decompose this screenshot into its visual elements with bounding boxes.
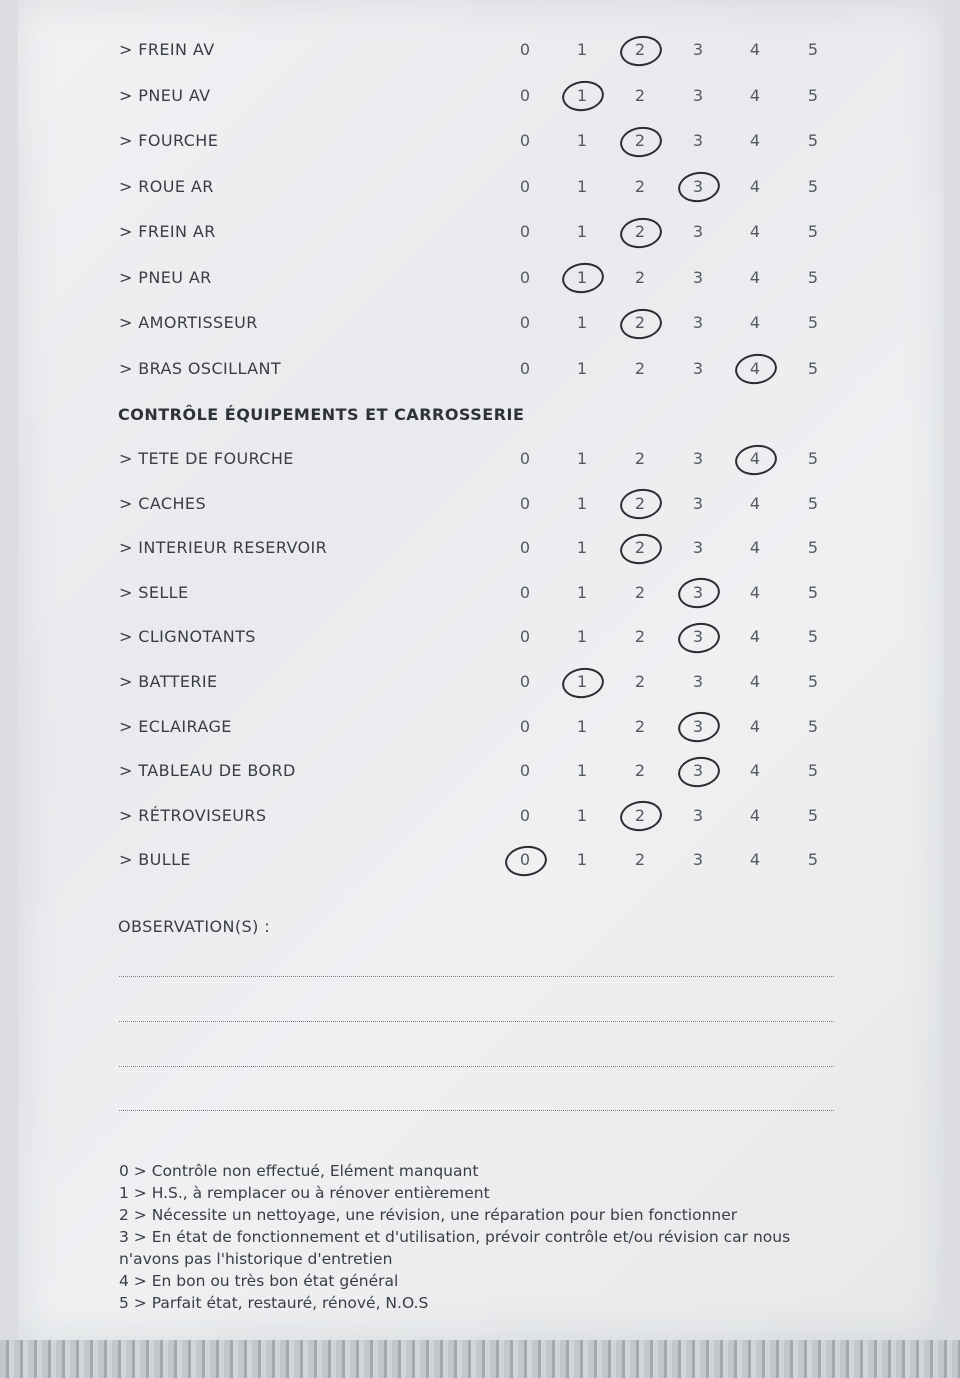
score-option-selected[interactable]: 4 [735,359,775,378]
score-option[interactable]: 2 [634,85,646,105]
score-option[interactable]: 4 [749,85,761,105]
rating-row [18,627,944,657]
rating-row [18,222,944,252]
score-option[interactable]: 5 [807,358,819,378]
score-option[interactable]: 0 [519,358,531,378]
score-option[interactable]: 0 [519,267,531,287]
score-option[interactable]: 0 [519,449,531,468]
score-option-selected[interactable]: 3 [678,717,718,736]
score-option-selected[interactable]: 2 [620,40,660,59]
row-label: > AMORTISSEUR [119,313,258,332]
score-option[interactable]: 3 [692,805,704,825]
score-option[interactable]: 2 [634,449,646,468]
score-option[interactable]: 4 [749,267,761,287]
rating-row [18,717,944,747]
score-option-selected[interactable]: 3 [678,583,718,602]
rating-row [18,449,944,479]
score-option-selected[interactable]: 1 [562,86,602,105]
score-option[interactable]: 4 [749,538,761,558]
score-option[interactable]: 3 [692,358,704,378]
score-option[interactable]: 0 [519,40,531,59]
score-option[interactable]: 0 [519,805,531,825]
rating-row [18,86,944,116]
score-option[interactable]: 0 [519,131,531,150]
score-option[interactable]: 3 [692,85,704,105]
score-option[interactable]: 4 [749,850,761,870]
rating-row [18,268,944,298]
legend-item: 1 > H.S., à remplacer ou à rénover entièrement [119,1184,490,1202]
section-title: CONTRÔLE ÉQUIPEMENTS ET CARROSSERIE [118,405,525,424]
score-option[interactable]: 1 [576,716,588,736]
score-option[interactable]: 5 [807,449,819,468]
score-option[interactable]: 0 [519,176,531,196]
rating-legend [119,1160,839,1314]
score-option[interactable]: 5 [807,176,819,196]
score-option[interactable]: 1 [576,40,588,59]
score-option[interactable]: 5 [807,538,819,558]
score-option[interactable]: 5 [807,493,819,513]
observations-label: OBSERVATION(S) : [118,917,270,936]
score-option[interactable]: 3 [692,222,704,241]
row-label: > ECLAIRAGE [119,716,232,736]
row-label: > TABLEAU DE BORD [119,761,296,781]
rating-row [18,177,944,207]
row-label: > PNEU AV [119,85,211,105]
score-option[interactable]: 1 [576,805,588,825]
score-option-selected[interactable]: 3 [678,627,718,646]
score-option[interactable]: 1 [576,358,588,378]
row-label: > FREIN AV [119,40,215,59]
score-option[interactable]: 3 [692,267,704,287]
legend-item: 2 > Nécessite un nettoyage, une révision, une réparation pour bien fonctionner [119,1206,738,1224]
score-option[interactable]: 0 [519,85,531,105]
score-option[interactable]: 2 [634,672,646,691]
score-option[interactable]: 5 [807,627,819,647]
score-option[interactable]: 4 [749,313,761,332]
score-option[interactable]: 0 [519,222,531,241]
score-option[interactable]: 4 [749,582,761,602]
row-label: > PNEU AR [119,267,212,287]
score-option[interactable]: 5 [807,805,819,825]
rating-row [18,672,944,702]
score-option[interactable]: 0 [519,582,531,602]
score-option[interactable]: 4 [749,222,761,241]
legend-item: 0 > Contrôle non effectué, Elément manquant [119,1162,479,1180]
score-option[interactable]: 1 [576,582,588,602]
score-option-selected[interactable]: 2 [620,131,660,150]
score-option-selected[interactable]: 3 [678,177,718,196]
score-option[interactable]: 4 [749,627,761,647]
legend-item: 4 > En bon ou très bon état général [119,1272,399,1290]
row-label: > INTERIEUR RESERVOIR [119,538,328,558]
score-option[interactable]: 3 [692,313,704,332]
legend-item: 5 > Parfait état, restauré, rénové, N.O.S [119,1294,429,1312]
score-option[interactable]: 2 [634,582,646,602]
score-option[interactable]: 2 [634,627,646,647]
score-option[interactable]: 5 [807,672,819,691]
score-option-selected[interactable]: 2 [620,222,660,241]
row-label: > ROUE AR [119,176,214,196]
rating-row [18,131,944,161]
score-option[interactable]: 3 [692,538,704,558]
inspection-sheet [18,0,944,1340]
binder-strip [0,1340,960,1378]
score-option[interactable]: 2 [634,761,646,781]
score-option[interactable]: 4 [749,176,761,196]
row-label: > RÉTROVISEURS [119,805,267,825]
score-option[interactable]: 0 [519,493,531,513]
score-option[interactable]: 5 [807,85,819,105]
score-option-selected[interactable]: 1 [562,672,602,691]
score-option[interactable]: 0 [519,538,531,558]
legend-item: 3 > En état de fonctionnement et d'utilisation, prévoir contrôle et/ou révision car nous n'avons pas l'historique d'entretien [119,1228,791,1268]
score-option-selected[interactable]: 2 [620,806,660,825]
score-option-selected[interactable]: 3 [678,761,718,780]
rating-row [18,761,944,791]
score-option[interactable]: 4 [749,805,761,825]
score-option[interactable]: 1 [576,761,588,781]
score-option[interactable]: 0 [519,313,531,332]
score-option[interactable]: 3 [692,131,704,150]
score-option-selected[interactable]: 4 [735,449,775,468]
score-option[interactable]: 5 [807,267,819,287]
rating-row [18,850,944,880]
row-label: > FREIN AR [119,222,216,241]
score-option[interactable]: 5 [807,716,819,736]
score-option[interactable]: 4 [749,131,761,150]
score-option[interactable]: 2 [634,358,646,378]
score-option-selected[interactable]: 2 [620,538,660,557]
score-option[interactable]: 1 [576,627,588,647]
score-option[interactable]: 0 [519,716,531,736]
score-option[interactable]: 4 [749,672,761,691]
score-option[interactable]: 1 [576,538,588,558]
score-option[interactable]: 0 [519,761,531,781]
score-option[interactable]: 3 [692,493,704,513]
score-option[interactable]: 1 [576,850,588,870]
score-option[interactable]: 5 [807,222,819,241]
score-option[interactable]: 4 [749,716,761,736]
score-option[interactable]: 1 [576,176,588,196]
score-option[interactable]: 4 [749,761,761,781]
row-label: > BATTERIE [119,672,218,691]
score-option[interactable]: 4 [749,493,761,513]
rating-row [18,583,944,613]
score-option[interactable]: 1 [576,313,588,332]
score-option[interactable]: 5 [807,40,819,59]
rating-row [18,538,944,568]
score-option[interactable]: 2 [634,850,646,870]
score-option-selected[interactable]: 2 [620,494,660,513]
observation-line[interactable] [119,1110,834,1111]
row-label: > TETE DE FOURCHE [119,449,294,468]
rating-row [18,359,944,389]
score-option[interactable]: 5 [807,582,819,602]
score-option[interactable]: 2 [634,176,646,196]
score-option-selected[interactable]: 1 [562,268,602,287]
row-label: > BRAS OSCILLANT [119,358,282,378]
score-option[interactable]: 1 [576,222,588,241]
row-label: > CACHES [119,493,206,513]
score-option[interactable]: 4 [749,40,761,59]
score-option[interactable]: 0 [519,672,531,691]
score-option-selected[interactable]: 0 [505,850,545,869]
score-option[interactable]: 3 [692,449,704,468]
score-option[interactable]: 2 [634,267,646,287]
score-option-selected[interactable]: 2 [620,313,660,332]
score-option[interactable]: 1 [576,131,588,150]
score-option[interactable]: 1 [576,449,588,468]
rating-row [18,40,944,70]
rating-row [18,806,944,836]
score-option[interactable]: 2 [634,716,646,736]
row-label: > CLIGNOTANTS [119,627,256,647]
score-option[interactable]: 5 [807,313,819,332]
row-label: > BULLE [119,850,191,870]
observation-line[interactable] [119,1066,834,1067]
rating-row [18,494,944,524]
score-option[interactable]: 1 [576,493,588,513]
score-option[interactable]: 0 [519,627,531,647]
observation-line[interactable] [119,976,834,977]
row-label: > FOURCHE [119,131,219,150]
score-option[interactable]: 3 [692,40,704,59]
score-option[interactable]: 3 [692,850,704,870]
observation-line[interactable] [119,1021,834,1022]
row-label: > SELLE [119,582,189,602]
rating-row [18,313,944,343]
score-option[interactable]: 3 [692,672,704,691]
score-option[interactable]: 5 [807,131,819,150]
score-option[interactable]: 5 [807,850,819,870]
score-option[interactable]: 5 [807,761,819,781]
